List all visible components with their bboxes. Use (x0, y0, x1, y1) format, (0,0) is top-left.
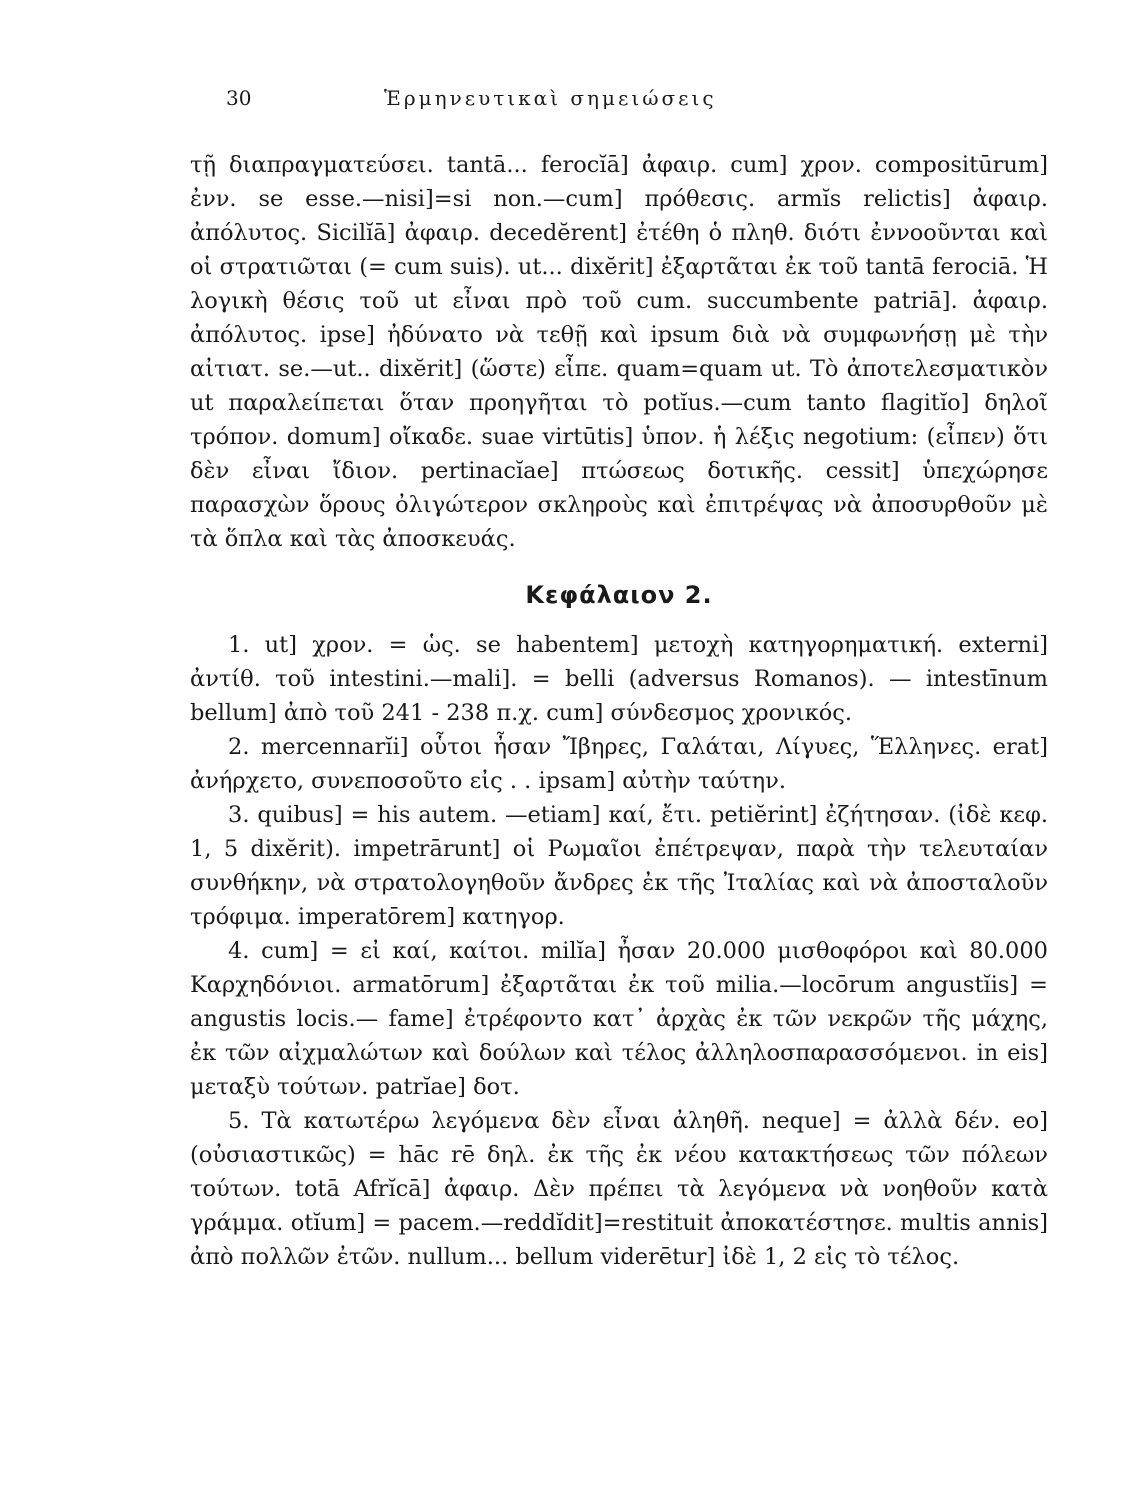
section-4-paragraph: 4. cum] = εἰ καί, καίτοι. milĭa] ἦσαν 20.000 μισθοφόροι καὶ 80.000 Καρχηδόνιοι. armatōrum] ἐξαρτᾶται ἐκ τοῦ milia.—locōrum angustĭis] = angustis locis.— fame] ἐτρέφοντο κατ᾽ ἀρχὰς ἐκ τῶν νεκρῶν τῆς μάχης, ἐκ τῶν αἰχμαλώτων καὶ δούλων καὶ τέλος ἀλληλοσπαρασσόμενοι. in eis] μεταξὺ τούτων. patrĭae] δοτ. (190, 938, 1048, 1100)
intro-paragraph: τῇ διαπραγματεύσει. tantā... ferocĭā] ἀφαιρ. cum] χρον. compositūrum] ἐνν. se esse.—nisi]=si non.—cum] πρόθεσις. armĭs relictis] ἀφαιρ. ἀπόλυτος. Sicilĭā] ἀφαιρ. decedĕrent] ἐτέθη ὁ πληθ. διότι ἐννοοῦνται καὶ οἱ στρατιῶται (= cum suis). ut... dixĕrit] ἐξαρτᾶται ἐκ τοῦ tantā ferociā. Ἡ λογικὴ θέσις τοῦ ut εἶναι πρὸ τοῦ cum. succumbente patriā]. ἀφαιρ. ἀπόλυτος. ipse] ἠδύνατο νὰ τεθῇ καὶ ipsum διὰ νὰ συμφωνήσῃ μὲ τὴν αἰτιατ. se.—ut.. dixĕrit] (ὥστε) εἶπε. quam=quam ut. Τὸ ἀποτελεσματικὸν ut παραλείπεται ὅταν προηγῆται τὸ potĭus.—cum tanto flagitĭo] δηλοῖ τρόπον. domum] οἴκαδε. suae virtūtis] ὑπον. ἡ λέξις negotium: (εἶπεν) ὅτι δὲν εἶναι ἴδιον. pertinacĭae] πτώσεως δοτικῆς. cessit] ὑπεχώρησε παρασχὼν ὅρους ὀλιγώτερον σκληροὺς καὶ ἐπιτρέψας νὰ ἀποσυρθοῦν μὲ τὰ ὅπλα καὶ τὰς ἀποσκευάς. (190, 152, 1048, 552)
section-2-paragraph: 2. mercennarĭi] οὗτοι ἦσαν Ἴβηρες, Γαλάται, Λίγυες, Ἕλληνες. erat] ἀνήρχετο, συνεποσοῦτο εἰς . . ipsam] αὐτὴν ταύτην. (190, 734, 1048, 794)
page-body (190, 148, 1048, 1274)
section-1-paragraph: 1. ut] χρον. = ὡς. se habentem] μετοχὴ κατηγορηματική. externi] ἀντίθ. τοῦ intestini.—mali]. = belli (adversus Romanos). — intestīnum bellum] ἀπὸ τοῦ 241 - 238 π.χ. cum] σύνδεσμος χρονικός. (190, 632, 1048, 726)
chapter-heading: Κεφάλαιον 2. (525, 581, 713, 609)
page-header (226, 86, 796, 116)
section-3-paragraph: 3. quibus] = his autem. —etiam] καί, ἔτι. petiĕrint] ἐζήτησαν. (ἰδὲ κεφ. 1, 5 dixĕrit). impetrārunt] οἱ Ρωμαῖοι ἐπέτρεψαν, παρὰ τὴν τελευταίαν συνθήκην, νὰ στρατολογηθοῦν ἄνδρες ἐκ τῆς Ἰταλίας καὶ νὰ ἀποσταλοῦν τρόφιμα. imperatōrem] κατηγορ. (190, 802, 1048, 930)
section-5-paragraph: 5. Τὰ κατωτέρω λεγόμενα δὲν εἶναι ἀληθῆ. neque] = ἀλλὰ δέν. eo] (οὐσιαστικῶς) = hāc rē δηλ. ἐκ τῆς ἐκ νέου κατακτήσεως τῶν πόλεων τούτων. totā Afrĭcā] ἀφαιρ. Δὲν πρέπει τὰ λεγόμενα νὰ νοηθοῦν κατὰ γράμμα. otĭum] = pacem.—reddĭdit]=restituit ἀποκατέστησε. multis annis] ἀπὸ πολλῶν ἐτῶν. nullum... bellum viderētur] ἰδὲ 1, 2 εἰς τὸ τέλος. (190, 1108, 1048, 1270)
running-title: Ἑρμηνευτικαὶ σημειώσεις (384, 86, 717, 110)
page-number: 30 (226, 86, 252, 110)
